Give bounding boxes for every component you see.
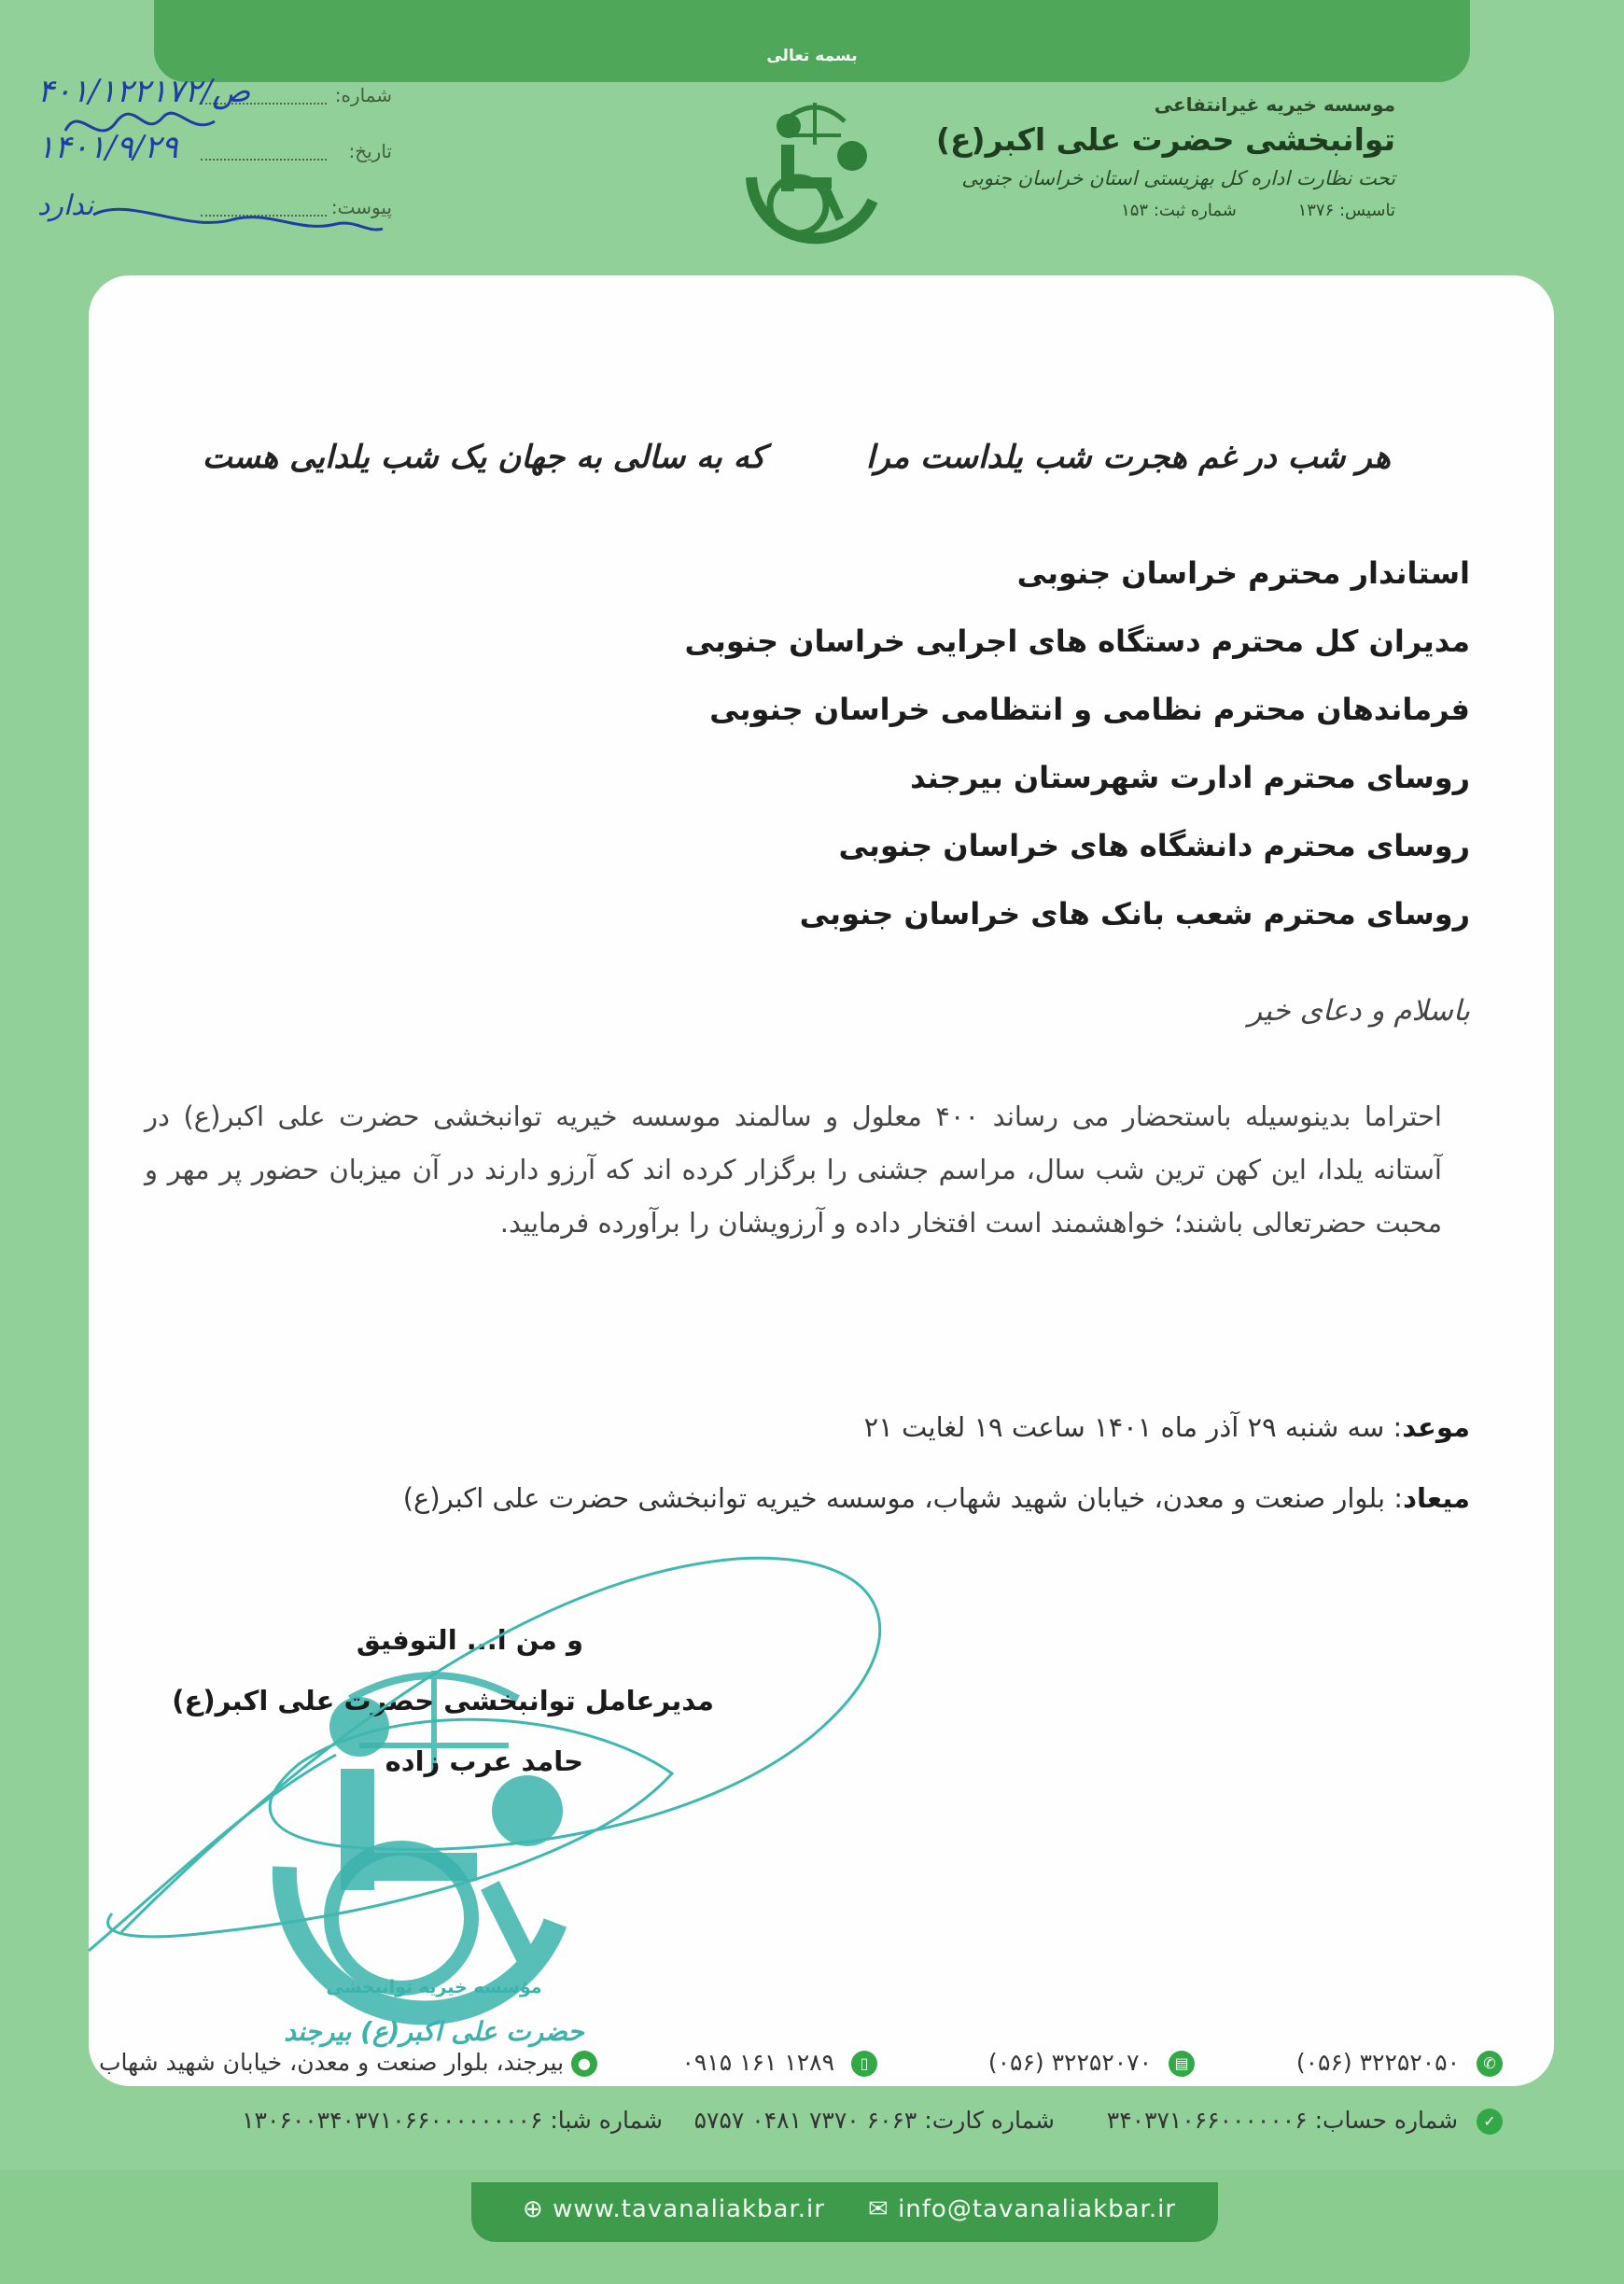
recipient-5: روسای محترم دانشگاه های خراسان جنوبی [838,828,1470,863]
address-text: بیرجند، بلوار صنعت و معدن، خیابان شهید شهاب [99,2049,565,2076]
date-info [864,1411,1470,1443]
attachment-value: ندارد [37,189,94,222]
reference-block [37,65,392,252]
attachment-label: پیوست: [330,196,392,218]
mobile-number: ۰۹۱۵ ۱۶۱ ۱۲۸۹ [681,2049,835,2076]
recipient-6: روسای محترم شعب بانک های خراسان جنوبی [799,896,1470,932]
account-number: شماره حساب: ۳۴۰۳۷۱۰۶۶۰۰۰۰۰۰۶ [1106,2107,1459,2134]
venue-info [403,1482,1470,1514]
number-value: ۴۰۱/ص/۱۲۲۱۷۲ [37,73,251,110]
checkmark-icon: ✓ [1477,2109,1503,2135]
recipient-3: فرماندهان محترم نظامی و انتظامی خراسان جنوبی [709,692,1470,727]
supervision-line: تحت نظارت اداره کل بهزیستی استان خراسان جنوبی [961,167,1395,189]
institute-type: موسسه خیریه غیرانتفاعی [1154,93,1395,116]
fax-item [988,2049,1195,2077]
poem-left: که به سالی به جهان یک شب یلدایی هست [202,439,765,476]
signer-name: حامد عرب زاده [385,1745,583,1777]
phone-item [1296,2049,1503,2077]
venue-info-text: : بلوار صنعت و معدن، خیابان شهید شهاب، موسسه خیریه توانبخشی حضرت علی اکبر(ع) [402,1482,1404,1514]
sheba-number: شماره شبا: ۱۳۰۶۰۰۳۴۰۳۷۱۰۶۶۰۰۰۰۰۰۰۰۶ [242,2107,663,2134]
website-link[interactable] [523,2195,825,2223]
card-item [694,2107,1055,2134]
date-value: ۱۴۰۱/۹/۲۹ [37,129,178,166]
institute-logo [733,89,896,252]
bismillah: بسمه تعالی [766,47,858,65]
location-pin-icon: ● [571,2051,597,2077]
phone-number: (۰۵۶) ۳۲۲۵۲۰۵۰ [1295,2049,1461,2076]
date-info-label: موعد [1402,1411,1470,1443]
fax-number: (۰۵۶) ۳۲۲۵۲۰۷۰ [987,2049,1153,2076]
institute-name: توانبخشی حضرت علی اکبر(ع) [935,121,1395,158]
recipient-1: استاندار محترم خراسان جنوبی [1016,555,1470,591]
greeting: باسلام و دعای خیر [1248,994,1470,1028]
fax-icon: ▤ [1169,2051,1195,2077]
recipient-4: روسای محترم ادارت شهرستان بیرجند [910,760,1470,795]
globe-icon: ⊕ [523,2195,553,2223]
registration-number: شماره ثبت: ۱۵۳ [1121,201,1237,220]
website-text: www.tavanaliakbar.ir [553,2195,825,2223]
institute-header [873,93,1395,220]
email-link[interactable] [868,2195,1176,2223]
envelope-icon: ✉ [868,2195,899,2223]
number-row [37,65,392,112]
date-label: تاریخ: [348,140,392,162]
founded-text: تاسیس: ۱۳۷۶ [1297,201,1395,220]
date-info-text: : سه شنبه ۲۹ آذر ماه ۱۴۰۱ ساعت ۱۹ لغایت ۲۱ [863,1411,1403,1443]
email-text: info@tavanaliakbar.ir [898,2195,1177,2223]
letter-body: احتراما بدینوسیله باستحضار می رساند ۴۰۰ معلول و سالمند موسسه خیریه توانبخشی حضرت علی اکبر(ع) در آستانه یلدا، این کهن ترین شب سال، مراسم جشنی را برگزار کرده اند که آرزو دارند در آن میزبان حضور پر مهر و محبت حضرتعالی باشند؛ خواهشمند است افتخار داده و آرزویشان را برآورده فرمایید. [145,1100,1442,1239]
address-item [99,2049,597,2077]
stamp-title: مؤسسه خیریه توانبخشی [326,1977,542,1997]
attachment-row [37,177,392,224]
card-number: شماره کارت: ۶۰۶۳ ۷۳۷۰ ۰۴۸۱ ۵۷۵۷ [693,2107,1055,2134]
date-row [37,121,392,168]
signer-title: مدیرعامل توانبخشی حضرت علی اکبر(ع) [172,1685,714,1717]
footer-bar [471,2182,1218,2242]
mobile-item [681,2049,877,2077]
recipient-2: مدیران کل محترم دستگاه های اجرایی خراسان جنوبی [684,624,1470,659]
stamp-subtitle: حضرت علی اکبر(ع) بیرجند [284,2016,584,2047]
registration-line [873,201,1395,220]
account-item [1107,2107,1503,2135]
contacts-block [99,2049,1503,2161]
closing-line: و من ا... التوفیق [356,1624,583,1656]
poem-right: هر شب در غم هجرت شب یلداست مرا [865,439,1391,476]
mobile-icon: ▯ [851,2051,877,2077]
phone-icon: ✆ [1477,2051,1503,2077]
sheba-item [242,2107,663,2134]
number-label: شماره: [334,84,392,106]
venue-info-label: میعاد [1403,1482,1470,1514]
